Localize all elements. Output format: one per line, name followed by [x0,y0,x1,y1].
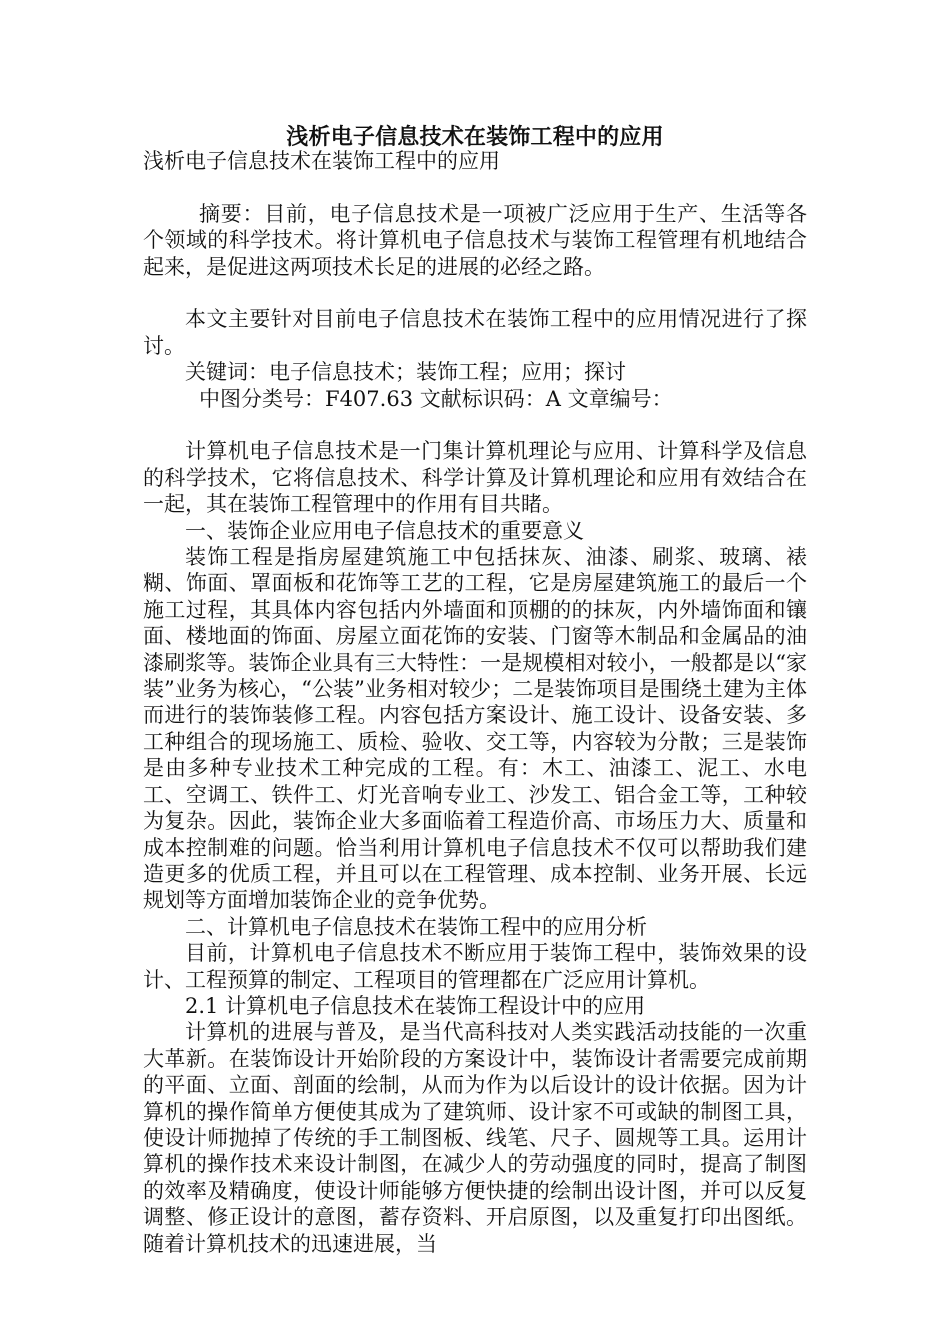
paragraph-spacer [143,174,807,200]
intro-paragraph: 本文主要针对目前电子信息技术在装饰工程中的应用情况进行了探讨。 [143,307,807,358]
section-heading: 一、装饰企业应用电子信息技术的重要意义 [185,518,584,543]
document-title: 浅析电子信息技术在装饰工程中的应用 [286,124,664,150]
body-paragraph: 计算机电子信息技术是一门集计算机理论与应用、计算科学及信息的科学技术，它将信息技术、科学计算及计算机理论和应用有效结合在一起，其在装饰工程管理中的作用有目共睹。 [143,439,807,517]
abstract-paragraph: 摘要：目前，电子信息技术是一项被广泛应用于生产、生活等各个领域的科学技术。将计算机电子信息技术与装饰工程管理有机地结合起来，是促进这两项技术长足的进展的必经之路。 [143,201,807,279]
paragraph-spacer [143,280,807,306]
body-paragraph: 装饰工程是指房屋建筑施工中包括抹灰、油漆、刷浆、玻璃、裱糊、饰面、罩面板和花饰等工艺的工程，它是房屋建筑施工的最后一个施工过程，其具体内容包括内外墙面和顶棚的的抹灰，内外墙饰面和镶面、楼地面的饰面、房屋立面花饰的安装、门窗等木制品和金属品的油漆刷浆等。装饰企业具有三大特性：一是规模相对较小，一般都是以“家装”业务为核心，“公装”业务相对较少；二是装饰项目是围绕土建为主体而进行的装饰装修工程。内容包括方案设计、施工设计、设备安装、多工种组合的现场施工、质检、验收、交工等，内容较为分散；三是装饰是由多种专业技术工种完成的工程。有：木工、油漆工、泥工、水电工、空调工、铁件工、灯光音响专业工、沙发工、铝合金工等，工种较为复杂。因此，装饰企业大多面临着工程造价高、市场压力大、质量和成本控制难的问题。恰当利用计算机电子信息技术不仅可以帮助我们建造更多的优质工程，并且可以在工程管理、成本控制、业务开展、长远规划等方面增加装饰企业的竞争优势。 [143,545,807,913]
classification-paragraph: 中图分类号：F407.63 文献标识码：A 文章编号： [199,386,673,411]
body-paragraph: 计算机的进展与普及，是当代高科技对人类实践活动技能的一次重大革新。在装饰设计开始阶段的方案设计中，装饰设计者需要完成前期的平面、立面、剖面的绘制，从而为作为以后设计的设计依据。因为计算机的操作简单方便使其成为了建筑师、设计家不可或缺的制图工具，使设计师抛掉了传统的手工制图板、线笔、尺子、圆规等工具。运用计算机的操作技术来设计制图，在减少人的劳动强度的同时，提高了制图的效率及精确度，使设计师能够方便快捷的绘制出设计图，并可以反复调整、修正设计的意图，蓄存资料、开启原图，以及重复打印出图纸。随着计算机技术的迅速进展，当 [143,1020,807,1256]
body-paragraph: 目前，计算机电子信息技术不断应用于装饰工程中，装饰效果的设计、工程预算的制定、工程项目的管理都在广泛应用计算机。 [143,941,807,992]
subsection-heading: 2.1 计算机电子信息技术在装饰工程设计中的应用 [185,993,646,1018]
keywords-paragraph: 关键词：电子信息技术；装饰工程；应用；探讨 [185,360,626,385]
section-heading: 二、计算机电子信息技术在装饰工程中的应用分析 [185,914,647,939]
subtitle-paragraph: 浅析电子信息技术在装饰工程中的应用 [143,149,500,173]
document-body [143,148,807,1257]
paragraph-spacer [143,412,807,438]
